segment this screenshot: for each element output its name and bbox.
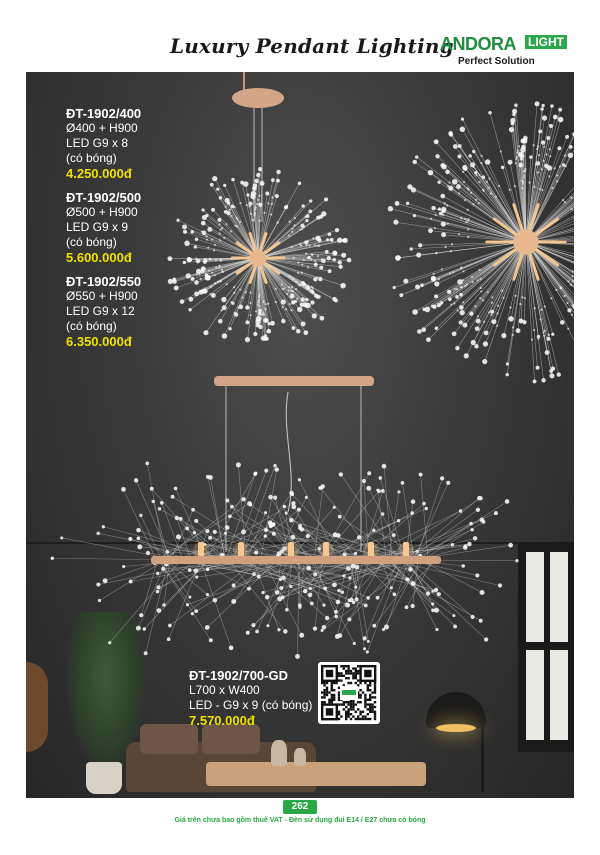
product-spec xyxy=(66,190,141,265)
product-bulbs: LED G9 x 9 xyxy=(66,220,129,234)
footer-note: Giá trên chưa bao gồm thuế VAT - Đèn sử dụng đui E14 / E27 chưa có bóng xyxy=(174,817,426,824)
brand-suffix: LIGHT xyxy=(525,35,567,49)
product-code: ĐT-1902/400 xyxy=(66,106,142,121)
featured-size: L700 x W400 xyxy=(189,683,260,697)
product-photo xyxy=(26,72,574,798)
product-note: (có bóng) xyxy=(66,319,117,333)
page-number: 262 xyxy=(283,800,317,814)
page-header xyxy=(0,0,600,72)
featured-spec xyxy=(189,668,312,728)
product-size: Ø550 + H900 xyxy=(66,289,138,303)
qr-code[interactable] xyxy=(318,662,380,724)
linear-canopy xyxy=(214,376,374,386)
page-footer xyxy=(0,798,600,855)
page-title: Luxury Pendant Lighting xyxy=(170,34,454,58)
sphere-chandelier-closeup xyxy=(388,101,574,383)
product-spec xyxy=(66,274,141,349)
product-note: (có bóng) xyxy=(66,235,117,249)
product-price: 6.350.000đ xyxy=(66,334,132,349)
ceiling-canopy xyxy=(232,88,284,108)
brand-name: ANDORA xyxy=(440,34,516,54)
featured-bulbs: LED - G9 x 9 (có bóng) xyxy=(189,698,313,712)
product-code: ĐT-1902/500 xyxy=(66,190,142,205)
product-bulbs: LED G9 x 12 xyxy=(66,304,135,318)
qr-code-pattern xyxy=(318,662,380,724)
product-code: ĐT-1902/550 xyxy=(66,274,142,289)
product-size: Ø400 + H900 xyxy=(66,121,138,135)
product-note: (có bóng) xyxy=(66,151,117,165)
product-bulbs: LED G9 x 8 xyxy=(66,136,129,150)
sphere-chandelier xyxy=(167,167,351,342)
product-price: 5.600.000đ xyxy=(66,250,132,265)
brand-tagline: Perfect Solution xyxy=(458,56,535,67)
brand-logo xyxy=(440,34,568,68)
linear-bar xyxy=(151,556,441,564)
product-spec xyxy=(66,106,141,181)
product-price: 4.250.000đ xyxy=(66,166,132,181)
featured-price: 7.570.000đ xyxy=(189,713,255,728)
featured-code: ĐT-1902/700-GD xyxy=(189,668,288,683)
product-size: Ø500 + H900 xyxy=(66,205,138,219)
